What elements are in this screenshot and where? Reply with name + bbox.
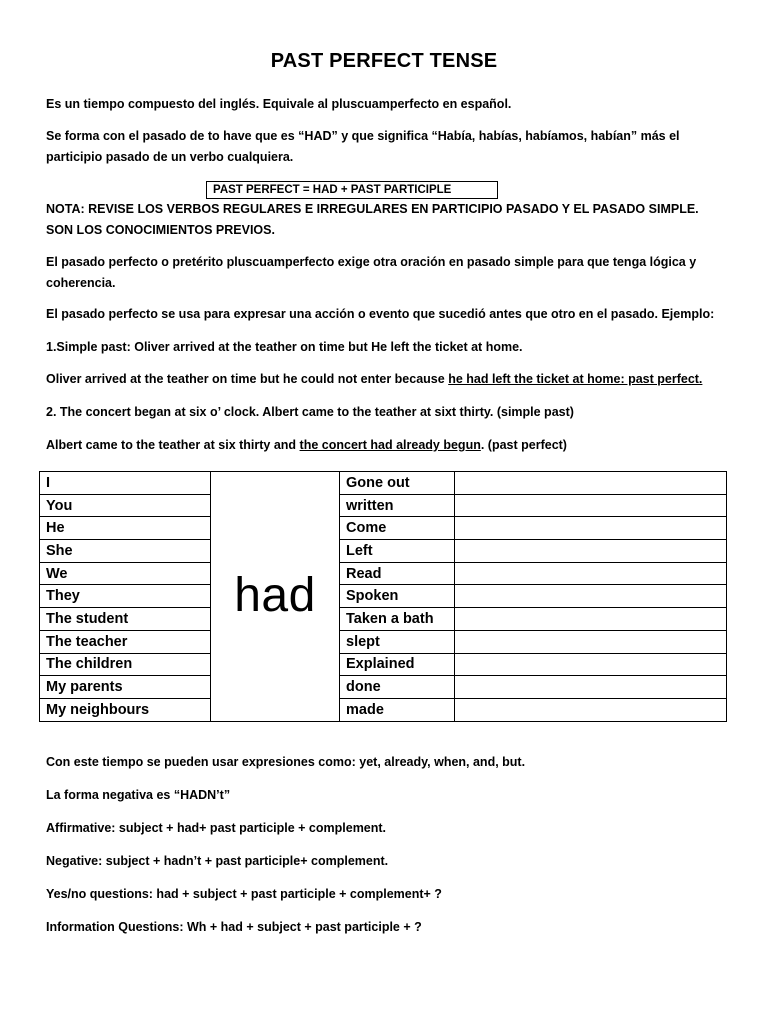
blank-answer-cell [455, 472, 727, 495]
subject-cell: The children [40, 653, 211, 676]
table-row [40, 676, 727, 699]
past-perfect-table [39, 471, 727, 722]
table-row [40, 494, 727, 517]
blank-answer-cell [455, 540, 727, 563]
blank-answer-cell [455, 517, 727, 540]
participle-cell: Taken a bath [340, 608, 455, 631]
negative-rule: Negative: subject + hadn’t + past participle+ complement. [46, 854, 389, 868]
example-1-lead-text: Oliver arrived at the teather on time but he could not enter because [46, 372, 449, 386]
subject-cell: I [40, 472, 211, 495]
table-row [40, 472, 727, 495]
intro-paragraph-4: El pasado perfecto se usa para expresar una acción o evento que sucedió antes que otro en el pasado. Ejemplo: [46, 307, 715, 321]
participle-cell: Explained [340, 653, 455, 676]
intro-paragraph-1: Es un tiempo compuesto del inglés. Equivale al pluscuamperfecto en español. [46, 97, 512, 111]
example-1-simple-past: 1.Simple past: Oliver arrived at the teather on time but He left the ticket at home. [46, 340, 523, 354]
page-title: PAST PERFECT TENSE [270, 50, 498, 72]
participle-cell: slept [340, 630, 455, 653]
table-row [40, 630, 727, 653]
blank-answer-cell [455, 494, 727, 517]
subject-cell: The teacher [40, 630, 211, 653]
table-row [40, 517, 727, 540]
table-row [40, 698, 727, 721]
participle-cell: Left [340, 540, 455, 563]
participle-cell: made [340, 698, 455, 721]
table-row [40, 585, 727, 608]
subject-cell: We [40, 562, 211, 585]
table-row [40, 562, 727, 585]
negative-form-paragraph: La forma negativa es “HADN’t” [46, 788, 231, 802]
formula-box: PAST PERFECT = HAD + PAST PARTICIPLE [206, 181, 498, 199]
table-row [40, 540, 727, 563]
subject-cell: She [40, 540, 211, 563]
participle-cell: written [340, 494, 455, 517]
subject-cell: My neighbours [40, 698, 211, 721]
participle-cell: Read [340, 562, 455, 585]
subject-cell: They [40, 585, 211, 608]
table-row [40, 653, 727, 676]
example-2-simple-past: 2. The concert began at six o’ clock. Albert came to the teather at sixt thirty. (simple past) [46, 405, 574, 419]
example-2-tail-text: . (past perfect) [480, 438, 567, 452]
example-2-past-perfect [46, 435, 726, 456]
blank-answer-cell [455, 585, 727, 608]
blank-answer-cell [455, 698, 727, 721]
intro-paragraph-3: El pasado perfecto o pretérito pluscuamperfecto exige otra oración en pasado simple para que tenga lógica y coherencia. [46, 255, 697, 290]
blank-answer-cell [455, 562, 727, 585]
table-row [40, 608, 727, 631]
participle-cell: Spoken [340, 585, 455, 608]
blank-answer-cell [455, 653, 727, 676]
example-2-lead-text: Albert came to the teather at six thirty and [46, 438, 300, 452]
subject-cell: My parents [40, 676, 211, 699]
blank-answer-cell [455, 608, 727, 631]
example-1-past-perfect [46, 369, 726, 390]
affirmative-rule: Affirmative: subject + had+ past participle + complement. [46, 821, 387, 835]
subject-cell: The student [40, 608, 211, 631]
blank-answer-cell [455, 630, 727, 653]
intro-paragraph-2: Se forma con el pasado de to have que es “HAD” y que significa “Había, habías, habíamos, habían” más el participio pasado de un verbo cualquiera. [46, 129, 680, 164]
information-question-rule: Information Questions: Wh + had + subject + past participle + ? [46, 920, 422, 934]
example-1-underlined-text: he had left the ticket at home: past perfect. [448, 372, 703, 386]
subject-cell: He [40, 517, 211, 540]
participle-cell: Come [340, 517, 455, 540]
note-paragraph: NOTA: REVISE LOS VERBOS REGULARES E IRREGULARES EN PARTICIPIO PASADO Y EL PASADO SIMPLE. SON LOS CONOCIMIENTOS PREVIOS. [46, 202, 699, 237]
blank-answer-cell [455, 676, 727, 699]
subject-cell: You [40, 494, 211, 517]
participle-cell: done [340, 676, 455, 699]
expressions-paragraph: Con este tiempo se pueden usar expresiones como: yet, already, when, and, but. [46, 755, 526, 769]
auxiliary-had-cell: had [211, 472, 340, 722]
yes-no-question-rule: Yes/no questions: had + subject + past participle + complement+ ? [46, 887, 442, 901]
example-2-underlined-text: the concert had already begun [299, 438, 481, 452]
participle-cell: Gone out [340, 472, 455, 495]
